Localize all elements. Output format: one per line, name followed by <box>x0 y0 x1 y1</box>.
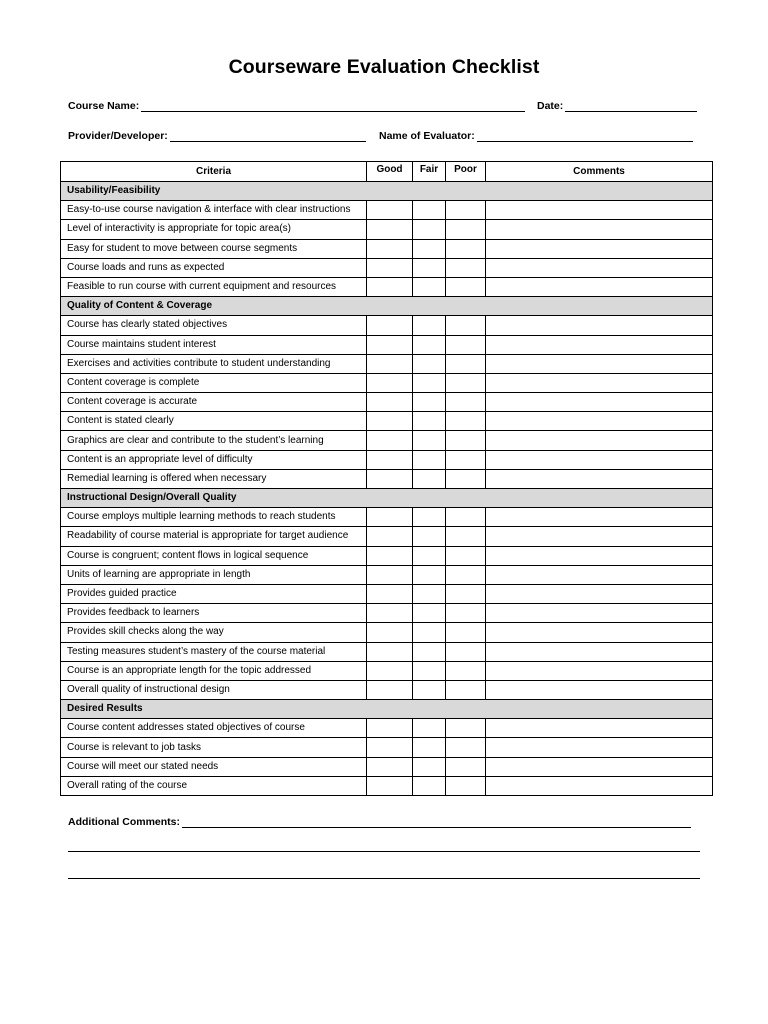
fair-cell[interactable] <box>413 258 446 277</box>
fair-cell[interactable] <box>413 584 446 603</box>
comments-cell[interactable] <box>486 623 713 642</box>
table-row <box>61 776 713 795</box>
fair-cell[interactable] <box>413 412 446 431</box>
comments-cell[interactable] <box>486 527 713 546</box>
comments-cell[interactable] <box>486 565 713 584</box>
comments-cell[interactable] <box>486 412 713 431</box>
comments-cell[interactable] <box>486 373 713 392</box>
poor-cell[interactable] <box>446 680 486 699</box>
comments-cell[interactable] <box>486 316 713 335</box>
fair-cell[interactable] <box>413 469 446 488</box>
good-cell[interactable] <box>367 277 413 296</box>
fair-cell[interactable] <box>413 680 446 699</box>
criteria-cell: Course loads and runs as expected <box>61 258 367 277</box>
comments-cell[interactable] <box>486 738 713 757</box>
comments-cell[interactable] <box>486 239 713 258</box>
criteria-cell: Content is an appropriate level of difficulty <box>61 450 367 469</box>
good-cell[interactable] <box>367 623 413 642</box>
good-cell[interactable] <box>367 508 413 527</box>
good-cell[interactable] <box>367 604 413 623</box>
evaluation-table <box>60 161 713 796</box>
poor-header: Poor <box>446 162 486 182</box>
table-row <box>61 335 713 354</box>
criteria-cell: Units of learning are appropriate in length <box>61 565 367 584</box>
criteria-cell: Course will meet our stated needs <box>61 757 367 776</box>
criteria-cell: Course is congruent; content flows in logical sequence <box>61 546 367 565</box>
good-cell[interactable] <box>367 239 413 258</box>
good-cell[interactable] <box>367 680 413 699</box>
table-row <box>61 584 713 603</box>
criteria-cell: Provides feedback to learners <box>61 604 367 623</box>
criteria-cell: Overall rating of the course <box>61 776 367 795</box>
comments-cell[interactable] <box>486 546 713 565</box>
poor-cell[interactable] <box>446 335 486 354</box>
good-cell[interactable] <box>367 316 413 335</box>
criteria-cell: Exercises and activities contribute to student understanding <box>61 354 367 373</box>
comments-cell[interactable] <box>486 431 713 450</box>
poor-cell[interactable] <box>446 354 486 373</box>
section-header-row <box>61 297 713 316</box>
table-row <box>61 412 713 431</box>
comments-cell[interactable] <box>486 469 713 488</box>
fair-cell[interactable] <box>413 776 446 795</box>
good-cell[interactable] <box>367 584 413 603</box>
comments-cell[interactable] <box>486 354 713 373</box>
poor-cell[interactable] <box>446 450 486 469</box>
evaluator-label: Name of Evaluator: <box>379 130 475 142</box>
fair-cell[interactable] <box>413 738 446 757</box>
poor-cell[interactable] <box>446 604 486 623</box>
fair-header: Fair <box>413 162 446 182</box>
fair-cell[interactable] <box>413 642 446 661</box>
provider-field[interactable] <box>170 129 366 142</box>
comments-cell[interactable] <box>486 393 713 412</box>
poor-cell[interactable] <box>446 565 486 584</box>
table-row <box>61 354 713 373</box>
fair-cell[interactable] <box>413 623 446 642</box>
comments-cell[interactable] <box>486 277 713 296</box>
good-cell[interactable] <box>367 642 413 661</box>
comments-cell[interactable] <box>486 719 713 738</box>
comments-cell[interactable] <box>486 450 713 469</box>
table-row <box>61 642 713 661</box>
table-row <box>61 661 713 680</box>
fair-cell[interactable] <box>413 393 446 412</box>
fair-cell[interactable] <box>413 239 446 258</box>
comments-cell[interactable] <box>486 201 713 220</box>
good-cell[interactable] <box>367 757 413 776</box>
table-row <box>61 431 713 450</box>
poor-cell[interactable] <box>446 661 486 680</box>
fair-cell[interactable] <box>413 661 446 680</box>
good-cell[interactable] <box>367 335 413 354</box>
poor-cell[interactable] <box>446 642 486 661</box>
criteria-cell: Level of interactivity is appropriate for topic area(s) <box>61 220 367 239</box>
fair-cell[interactable] <box>413 335 446 354</box>
course-name-row <box>68 96 525 112</box>
table-row <box>61 719 713 738</box>
good-cell[interactable] <box>367 661 413 680</box>
comments-cell[interactable] <box>486 757 713 776</box>
fair-cell[interactable] <box>413 565 446 584</box>
fair-cell[interactable] <box>413 316 446 335</box>
evaluator-row <box>379 126 693 142</box>
poor-cell[interactable] <box>446 220 486 239</box>
poor-cell[interactable] <box>446 201 486 220</box>
poor-cell[interactable] <box>446 431 486 450</box>
good-cell[interactable] <box>367 431 413 450</box>
table-row <box>61 527 713 546</box>
fair-cell[interactable] <box>413 757 446 776</box>
table-row <box>61 373 713 392</box>
comments-cell[interactable] <box>486 680 713 699</box>
fair-cell[interactable] <box>413 201 446 220</box>
table-row <box>61 316 713 335</box>
criteria-cell: Course content addresses stated objectives of course <box>61 719 367 738</box>
comments-cell[interactable] <box>486 604 713 623</box>
criteria-cell: Overall quality of instructional design <box>61 680 367 699</box>
poor-cell[interactable] <box>446 757 486 776</box>
section-header-row <box>61 700 713 719</box>
table-row <box>61 277 713 296</box>
criteria-cell: Provides skill checks along the way <box>61 623 367 642</box>
poor-cell[interactable] <box>446 239 486 258</box>
poor-cell[interactable] <box>446 738 486 757</box>
section-title: Desired Results <box>61 700 713 719</box>
course-name-field[interactable] <box>141 99 525 112</box>
table-row <box>61 508 713 527</box>
fair-cell[interactable] <box>413 719 446 738</box>
good-cell[interactable] <box>367 412 413 431</box>
good-cell[interactable] <box>367 393 413 412</box>
criteria-cell: Provides guided practice <box>61 584 367 603</box>
fair-cell[interactable] <box>413 527 446 546</box>
evaluator-field[interactable] <box>477 129 693 142</box>
fair-cell[interactable] <box>413 508 446 527</box>
table-row <box>61 604 713 623</box>
table-row <box>61 239 713 258</box>
criteria-cell: Course maintains student interest <box>61 335 367 354</box>
table-row <box>61 450 713 469</box>
section-title: Instructional Design/Overall Quality <box>61 489 713 508</box>
criteria-cell: Testing measures student’s mastery of the course material <box>61 642 367 661</box>
poor-cell[interactable] <box>446 546 486 565</box>
table-row <box>61 258 713 277</box>
criteria-cell: Remedial learning is offered when necessary <box>61 469 367 488</box>
poor-cell[interactable] <box>446 527 486 546</box>
comments-cell[interactable] <box>486 584 713 603</box>
good-cell[interactable] <box>367 201 413 220</box>
good-header: Good <box>367 162 413 182</box>
poor-cell[interactable] <box>446 623 486 642</box>
poor-cell[interactable] <box>446 258 486 277</box>
good-cell[interactable] <box>367 354 413 373</box>
table-row <box>61 757 713 776</box>
table-row <box>61 393 713 412</box>
good-cell[interactable] <box>367 373 413 392</box>
good-cell[interactable] <box>367 738 413 757</box>
criteria-cell: Feasible to run course with current equipment and resources <box>61 277 367 296</box>
additional-comments-line-3[interactable] <box>68 878 700 879</box>
poor-cell[interactable] <box>446 508 486 527</box>
additional-comments-field[interactable] <box>182 815 691 828</box>
criteria-cell: Course is an appropriate length for the topic addressed <box>61 661 367 680</box>
poor-cell[interactable] <box>446 584 486 603</box>
good-cell[interactable] <box>367 450 413 469</box>
good-cell[interactable] <box>367 527 413 546</box>
comments-cell[interactable] <box>486 258 713 277</box>
fair-cell[interactable] <box>413 373 446 392</box>
criteria-cell: Course employs multiple learning methods to reach students <box>61 508 367 527</box>
fair-cell[interactable] <box>413 220 446 239</box>
comments-cell[interactable] <box>486 220 713 239</box>
good-cell[interactable] <box>367 776 413 795</box>
date-label: Date: <box>537 100 564 112</box>
table-row <box>61 220 713 239</box>
comments-cell[interactable] <box>486 661 713 680</box>
poor-cell[interactable] <box>446 776 486 795</box>
criteria-header: Criteria <box>61 162 367 182</box>
comments-cell[interactable] <box>486 776 713 795</box>
table-row <box>61 738 713 757</box>
poor-cell[interactable] <box>446 719 486 738</box>
course-name-label: Course Name: <box>68 100 140 112</box>
section-title: Quality of Content & Coverage <box>61 297 713 316</box>
fair-cell[interactable] <box>413 450 446 469</box>
page-title: Courseware Evaluation Checklist <box>228 56 540 78</box>
table-row <box>61 201 713 220</box>
fair-cell[interactable] <box>413 604 446 623</box>
provider-row <box>68 126 366 142</box>
section-header-row <box>61 489 713 508</box>
section-title: Usability/Feasibility <box>61 182 713 201</box>
date-field[interactable] <box>565 99 697 112</box>
provider-label: Provider/Developer: <box>68 130 168 142</box>
table-row <box>61 546 713 565</box>
table-row <box>61 623 713 642</box>
criteria-cell: Course has clearly stated objectives <box>61 316 367 335</box>
comments-cell[interactable] <box>486 335 713 354</box>
section-header-row <box>61 182 713 201</box>
table-row <box>61 680 713 699</box>
additional-comments-row <box>68 812 691 828</box>
good-cell[interactable] <box>367 546 413 565</box>
fair-cell[interactable] <box>413 546 446 565</box>
comments-cell[interactable] <box>486 508 713 527</box>
criteria-cell: Readability of course material is appropriate for target audience <box>61 527 367 546</box>
fair-cell[interactable] <box>413 354 446 373</box>
comments-header: Comments <box>486 162 713 182</box>
poor-cell[interactable] <box>446 277 486 296</box>
poor-cell[interactable] <box>446 469 486 488</box>
table-row <box>61 565 713 584</box>
additional-comments-line-2[interactable] <box>68 851 700 852</box>
good-cell[interactable] <box>367 220 413 239</box>
fair-cell[interactable] <box>413 431 446 450</box>
additional-comments-label: Additional Comments: <box>68 816 180 828</box>
table-row <box>61 469 713 488</box>
criteria-cell: Course is relevant to job tasks <box>61 738 367 757</box>
criteria-cell: Graphics are clear and contribute to the student’s learning <box>61 431 367 450</box>
good-cell[interactable] <box>367 565 413 584</box>
fair-cell[interactable] <box>413 277 446 296</box>
good-cell[interactable] <box>367 258 413 277</box>
date-row <box>537 96 697 112</box>
good-cell[interactable] <box>367 469 413 488</box>
comments-cell[interactable] <box>486 642 713 661</box>
criteria-cell: Content coverage is accurate <box>61 393 367 412</box>
poor-cell[interactable] <box>446 316 486 335</box>
criteria-cell: Easy for student to move between course segments <box>61 239 367 258</box>
criteria-cell: Easy-to-use course navigation & interface with clear instructions <box>61 201 367 220</box>
poor-cell[interactable] <box>446 412 486 431</box>
poor-cell[interactable] <box>446 393 486 412</box>
good-cell[interactable] <box>367 719 413 738</box>
poor-cell[interactable] <box>446 373 486 392</box>
criteria-cell: Content coverage is complete <box>61 373 367 392</box>
criteria-cell: Content is stated clearly <box>61 412 367 431</box>
table-header-row <box>61 162 713 182</box>
